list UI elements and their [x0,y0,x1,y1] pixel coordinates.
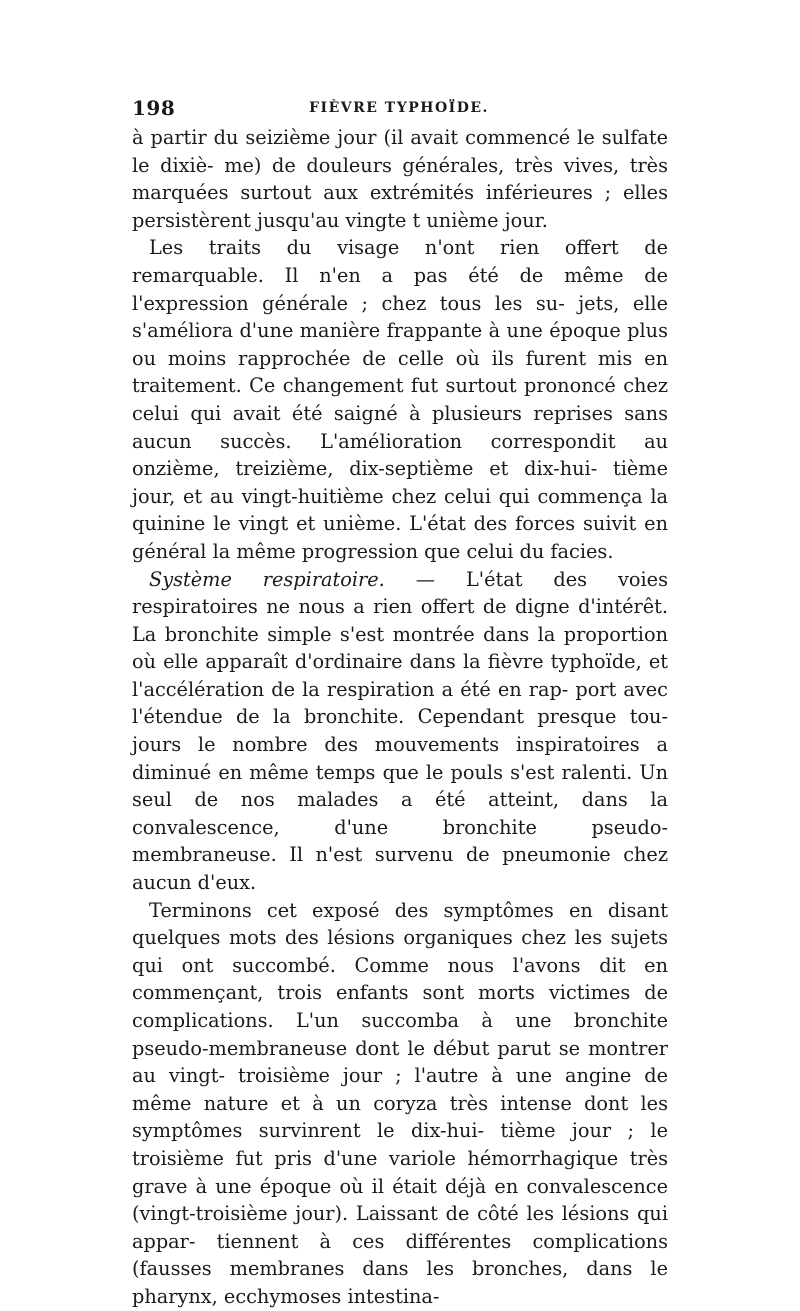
paragraph-2: Les traits du visage n'ont rien offert de remarquable. Il n'en a pas été de même de l'expression générale ; chez tous les su- jets, elle s'améliora d'une manière frappante à une époque plus ou moins rapprochée de celle où ils furent mis en traitement. Ce changement fut surtout prononcé chez celui qui avait été saigné à plusieurs reprises sans aucun succès. L'amélioration correspondit au onzième, treizième, dix-septième et dix-hui- tième jour, et au vingt-huitième chez celui qui commença la quinine le vingt et unième. L'état des forces suivit en général la même progression que celui du facies. [132,236,668,563]
paragraph-3-text: — L'état des voies respiratoires ne nous a rien offert de digne d'intérêt. La bronchite simple s'est montrée dans la proportion où elle apparaît d'ordinaire dans la fièvre typhoïde, et l'accélération de la respiration a été en rap- port avec l'étendue de la bronchite. Cependant presque tou- jours le nombre des mouvements inspiratoires a diminué en même temps que le pouls s'est ralenti. Un seul de nos malades a été atteint, dans la convalescence, d'une bronchite pseudo- membraneuse. Il n'est survenu de pneumonie chez aucun d'eux. [132,567,668,895]
section-title-respiratoire: Système respiratoire. [149,567,385,591]
body-text [132,124,668,1311]
page-header [132,96,666,120]
page-number: 198 [132,96,176,120]
paragraph-1: à partir du seizième jour (il avait commencé le sulfate le dixiè- me) de douleurs générales, très vives, très marquées surtout aux extrémités inférieures ; elles persistèrent jusqu'au vingte t unième jour. [132,126,668,232]
paragraph-4: Terminons cet exposé des symptômes en disant quelques mots des lésions organiques chez les sujets qui ont succombé. Comme nous l'avons dit en commençant, trois enfants sont morts victimes de complications. L'un succomba à une bronchite pseudo-membraneuse dont le début parut se montrer au vingt- troisième jour ; l'autre à une angine de même nature et à un coryza très intense dont les symptômes survinrent le dix-hui- tième jour ; le troisième fut pris d'une variole hémorrhagique très grave à une époque où il était déjà en convalescence (vingt-troisième jour). Laissant de côté les lésions qui appar- tiennent à ces différentes complications (fausses membranes dans les bronches, dans le pharynx, ecchymoses intestina- [132,898,668,1308]
running-title: FIÈVRE TYPHOÏDE. [309,100,489,116]
paragraph-3 [132,566,668,897]
